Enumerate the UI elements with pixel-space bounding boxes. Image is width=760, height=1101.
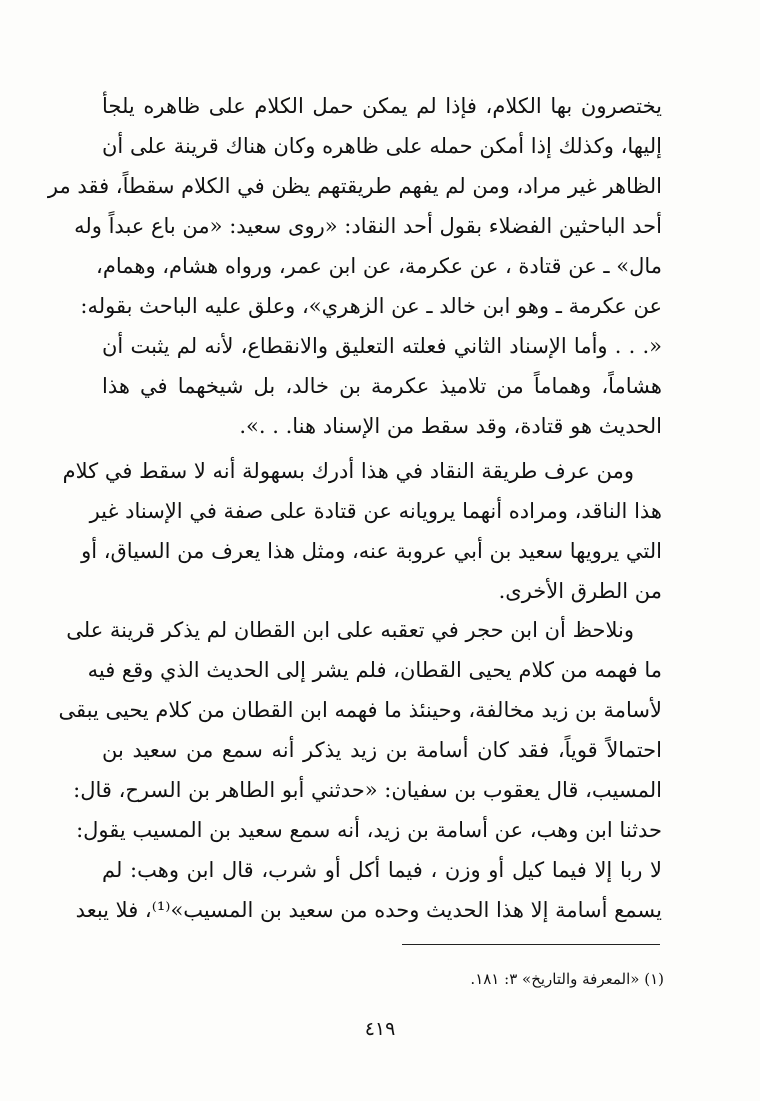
text-line: الحديث هو قتادة، وقد سقط من الإسناد هنا. . .». (239, 414, 662, 438)
text-line: أحد الباحثين الفضلاء بقول أحد النقاد: «روى سعيد: «من باع عبداً وله (74, 214, 662, 238)
text-line: هشاماً، وهماماً من تلاميذ عكرمة بن خالد، بل شيخهما في هذا (102, 374, 662, 398)
text-line: هذا الناقد، ومراده أنهما يرويانه عن قتادة على صفة في الإسناد غير (89, 499, 662, 523)
text-line: التي يرويها سعيد بن أبي عروبة عنه، ومثل هذا يعرف من السياق، أو (81, 539, 662, 563)
text-line: مال» ـ عن قتادة ، عن عكرمة، عن ابن عمر، ورواه هشام، وهمام، (96, 254, 662, 278)
text-line: إليها، وكذلك إذا أمكن حمله على ظاهره وكان هناك قرينة على أن (102, 134, 662, 158)
paragraph-3 (58, 610, 662, 930)
page-number: ٤١٩ (364, 1018, 396, 1040)
text-line: ومن عرف طريقة النقاد في هذا أدرك بسهولة أنه لا سقط في كلام (62, 459, 634, 483)
text-line: حدثنا ابن وهب، عن أسامة بن زيد، أنه سمع سعيد بن المسيب يقول: (76, 818, 662, 842)
text-line: من الطرق الأخرى. (498, 579, 662, 603)
paragraph-2 (62, 451, 662, 611)
text-line: ما فهمه من كلام يحيى القطان، فلم يشر إلى الحديث الذي وقع فيه (87, 658, 662, 682)
text-line: لا ربا إلا فيما كيل أو وزن ، فيما أكل أو شرب، قال ابن وهب: لم (102, 858, 662, 882)
text-line: المسيب، قال يعقوب بن سفيان: «حدثني أبو الطاهر بن السرح، قال: (73, 778, 662, 802)
text-line: احتمالاً قوياً، فقد كان أسامة بن زيد يذكر أنه سمع من سعيد بن (102, 738, 662, 762)
text-line: الظاهر غير مراد، ومن لم يفهم طريقتهم يظن في الكلام سقطاً، فقد مر (47, 174, 662, 198)
text-line: «. . . وأما الإسناد الثاني فعلته التعليق والانقطاع، لأنه لم يثبت أن (102, 334, 662, 358)
text-line: يختصرون بها الكلام، فإذا لم يمكن حمل الكلام على ظاهره يلجأ (102, 94, 662, 118)
text-line: لأسامة بن زيد مخالفة، وحينئذ ما فهمه ابن القطان من كلام يحيى يبقى (58, 698, 662, 722)
footnote-divider (402, 944, 660, 945)
text-line: عن عكرمة ـ وهو ابن خالد ـ عن الزهري»، وعلق عليه الباحث بقوله: (80, 294, 662, 318)
text-line: يسمع أسامة إلا هذا الحديث وحده من سعيد بن المسيب»⁽¹⁾، فلا يبعد (75, 898, 662, 922)
text-line: ونلاحظ أن ابن حجر في تعقبه على ابن القطان لم يذكر قرينة على (66, 618, 634, 642)
footnote: (١) «المعرفة والتاريخ» ٣: ١٨١. (470, 970, 664, 988)
paragraph-1 (47, 86, 662, 446)
